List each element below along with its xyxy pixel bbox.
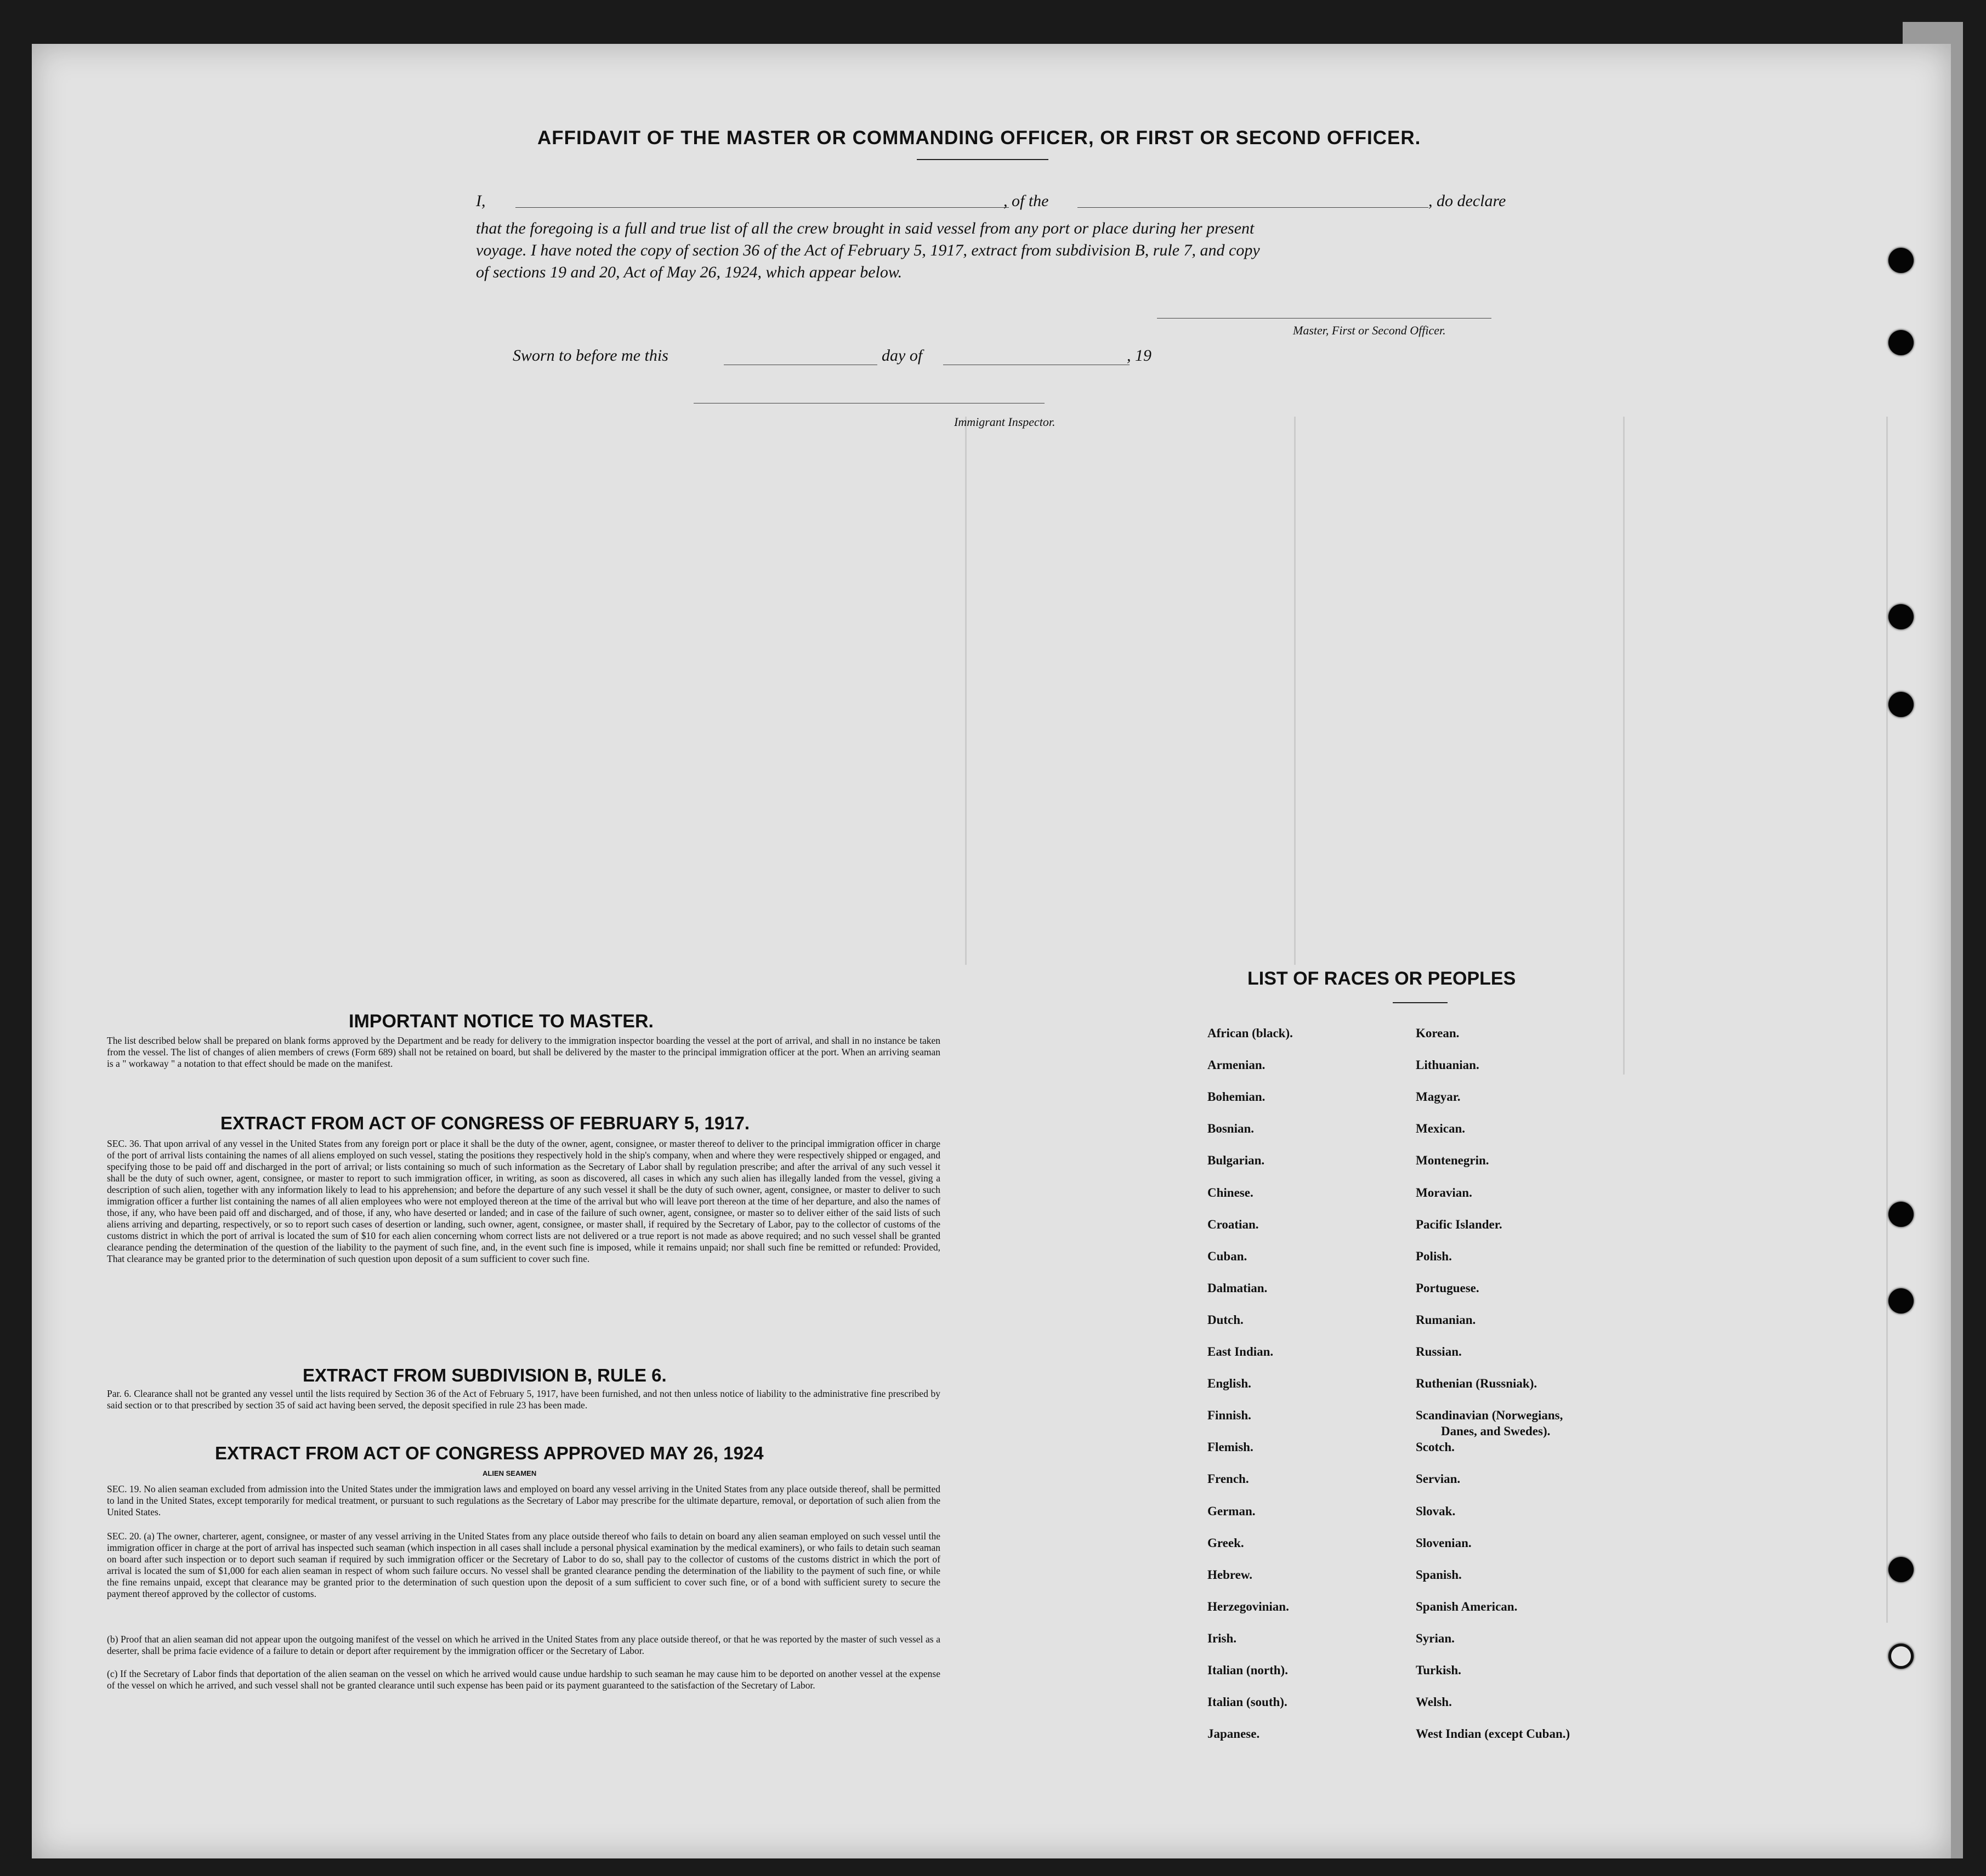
- punch-hole: [1888, 248, 1914, 273]
- affidavit-body-line3: of sections 19 and 20, Act of May 26, 1924, which appear below.: [476, 263, 903, 281]
- extract-1924-sec19: SEC. 19. No alien seaman excluded from admission into the United States under the immigration laws and employed on board any vessel arriving in the United States from any place outside thereof, shall be permitted to land in the United States, except temporarily for medical treatment, or pursuant to such regulations as the Secretary of Labor may prescribe for the ultimate departure, removal, or deportation of such alien from the United States.: [107, 1483, 940, 1517]
- title-underline: [917, 159, 1048, 160]
- race-item: Spanish American.: [1416, 1599, 1518, 1613]
- do-declare-label: , do declare: [1428, 192, 1506, 210]
- race-item: Italian (south).: [1207, 1695, 1287, 1709]
- extract-1917-text: SEC. 36. That upon arrival of any vessel in the United States from any foreign port or place it shall be the duty of the owner, agent, consignee, or master thereof to deliver to the principal immigration officer in charge of the port of arrival lists containing the names of all aliens employed on such vessel, stating the positions they respectively hold in the ship's company, when and where they were respectively shipped or engaged, and specifying those to be paid off and discharged in the port of arrival; or lists containing so much of such information as the Secretary of Labor shall by regulation prescribe; and after the arrival of any such vessel it shall be the duty of such owner, agent, consignee, or master to report to such immigration officer, in writing, as soon as discovered, all cases in which any such alien has illegally landed from the vessel, giving a description of such alien, together with any information likely to lead to his apprehension; and before the departure of any such vessel it shall be the duty of such owner, agent, consignee, or master to deliver to such immigration officer a further list containing the names of all alien employees who were not employed thereon at the time of the arrival but who will leave port thereon at the time of her departure, and also the names of those, if any, who have been paid off and discharged, and of those, if any, who have deserted or landed; and in case of the failure of such owner, agent, consignee, or master so to deliver either of the said lists of such aliens arriving and departing, respectively, or so to report such cases of desertion or landing, such owner, agent, consignee, or master shall, if required by the Secretary of Labor, pay to the collector of customs of the customs district in which the port of arrival is located the sum of $10 for each alien concerning whom correct lists are not delivered or a true report is not made as above required; and no such vessel shall be granted clearance pending the determination of the question of the liability to the payment of such fine, and, in the event such fine is imposed, while it remains unpaid; nor shall such fine be remitted or refunded: Provided, That clearance may be granted prior to the determination of such question upon deposit of a sum sufficient to cover such fine.: [107, 1138, 940, 1264]
- race-item: German.: [1207, 1504, 1256, 1518]
- race-item: Chinese.: [1207, 1185, 1253, 1199]
- race-item-continuation: Danes, and Swedes).: [1441, 1424, 1551, 1439]
- extract-1917-title: EXTRACT FROM ACT OF CONGRESS OF FEBRUARY 5, 1917.: [220, 1113, 750, 1133]
- race-item: East Indian.: [1207, 1345, 1274, 1358]
- race-item: Japanese.: [1207, 1727, 1260, 1741]
- race-item: Scandinavian (Norwegians,: [1416, 1408, 1563, 1423]
- extract-rule6-text: Par. 6. Clearance shall not be granted any vessel until the lists required by Section 36 of the Act of February 5, 1917, have been furnished, and not then unless notice of liability to the administrative fine prescribed by said section or to that prescribed by section 35 of said act having been served, the deposit specified in rule 23 has been made.: [107, 1388, 940, 1411]
- punch-hole: [1888, 692, 1914, 717]
- race-item: Bosnian.: [1207, 1122, 1255, 1136]
- name-blank: [515, 207, 1009, 208]
- race-item: Cuban.: [1207, 1249, 1247, 1263]
- extract-1924-subtitle: ALIEN SEAMEN: [483, 1469, 537, 1477]
- punch-hole: [1888, 1557, 1914, 1582]
- signature-line: [1157, 318, 1491, 319]
- race-item: Syrian.: [1416, 1631, 1455, 1645]
- race-item: Pacific Islander.: [1416, 1217, 1502, 1231]
- race-item: West Indian (except Cuban.): [1416, 1727, 1570, 1741]
- notice-title: IMPORTANT NOTICE TO MASTER.: [349, 1011, 654, 1032]
- race-item: Polish.: [1416, 1249, 1452, 1263]
- inspector-caption: Immigrant Inspector.: [954, 415, 1056, 429]
- race-item: Greek.: [1207, 1536, 1244, 1550]
- race-item: Flemish.: [1207, 1440, 1253, 1454]
- affidavit-body-line1: that the foregoing is a full and true list of all the crew brought in said vessel from any port or place during her present: [476, 219, 1255, 237]
- race-item: Welsh.: [1416, 1695, 1452, 1709]
- race-item: Croatian.: [1207, 1217, 1259, 1231]
- punch-hole: [1888, 1288, 1914, 1314]
- race-item: Ruthenian (Russniak).: [1416, 1377, 1537, 1391]
- of-the-label: , of the: [1003, 192, 1049, 210]
- day-of-label: day of: [882, 346, 923, 365]
- race-item: Bohemian.: [1207, 1090, 1266, 1104]
- races-title: LIST OF RACES OR PEOPLES: [1247, 968, 1516, 989]
- race-item: Bulgarian.: [1207, 1153, 1265, 1168]
- vessel-blank: [1077, 207, 1428, 208]
- race-item: English.: [1207, 1377, 1251, 1391]
- race-item: Spanish.: [1416, 1567, 1462, 1582]
- race-item: French.: [1207, 1472, 1249, 1486]
- race-item: Italian (north).: [1207, 1663, 1288, 1677]
- race-item: Scotch.: [1416, 1440, 1455, 1454]
- races-title-underline: [1393, 1002, 1448, 1003]
- affidavit-body-line2: voyage. I have noted the copy of section 36 of the Act of February 5, 1917, extract from subdivision B, rule 7, and copy: [476, 241, 1260, 259]
- race-item: Slovenian.: [1416, 1536, 1472, 1550]
- race-item: Portuguese.: [1416, 1281, 1479, 1295]
- extract-rule6-title: EXTRACT FROM SUBDIVISION B, RULE 6.: [303, 1365, 667, 1385]
- race-item: Montenegrin.: [1416, 1153, 1489, 1168]
- race-item: African (black).: [1207, 1026, 1293, 1040]
- i-label: I,: [476, 192, 486, 210]
- race-item: Magyar.: [1416, 1090, 1461, 1104]
- race-item: Finnish.: [1207, 1408, 1251, 1423]
- notice-text: The list described below shall be prepared on blank forms approved by the Department and be ready for delivery to the immigration inspector boarding the vessel at the port of arrival, and shall in no instance be taken from the vessel. The list of changes of alien members of crews (Form 689) shall not be retained on board, but shall be delivered by the master to the principal immigration officer at the port. When an arriving seaman is a " workaway " a notation to that effect should be made on the manifest.: [107, 1035, 940, 1069]
- punch-hole: [1888, 330, 1914, 355]
- race-item: Hebrew.: [1207, 1567, 1252, 1582]
- race-item: Armenian.: [1207, 1058, 1266, 1072]
- punch-hole: [1888, 604, 1914, 629]
- race-item: Irish.: [1207, 1631, 1237, 1645]
- race-item: Moravian.: [1416, 1185, 1472, 1199]
- race-item: Mexican.: [1416, 1122, 1466, 1136]
- race-item: Dutch.: [1207, 1312, 1244, 1327]
- race-item: Slovak.: [1416, 1504, 1456, 1518]
- race-item: Rumanian.: [1416, 1312, 1476, 1327]
- extract-1924-sec20c: (c) If the Secretary of Labor finds that deportation of the alien seaman on the vessel on which he arrived would cause undue hardship to such seaman he may cause him to be deported on another vessel at the expense of the vessel on which he arrived, and such vessel shall not be granted clearance until such expense has been paid or its payment guaranteed to the satisfaction of the Secretary of Labor.: [107, 1668, 940, 1691]
- race-item: Herzegovinian.: [1207, 1599, 1289, 1613]
- race-item: Lithuanian.: [1416, 1058, 1479, 1072]
- race-item: Russian.: [1416, 1345, 1462, 1358]
- punch-hole: [1888, 1202, 1914, 1227]
- punch-hole: [1888, 1644, 1914, 1669]
- race-item: Korean.: [1416, 1026, 1460, 1040]
- affidavit-title: AFFIDAVIT OF THE MASTER OR COMMANDING OFFICER, OR FIRST OR SECOND OFFICER.: [537, 127, 1421, 149]
- sworn-label: Sworn to before me this: [513, 346, 668, 365]
- signature-caption: Master, First or Second Officer.: [1293, 323, 1446, 337]
- race-item: Turkish.: [1416, 1663, 1461, 1677]
- race-item: Servian.: [1416, 1472, 1461, 1486]
- year-label: , 19: [1127, 346, 1151, 365]
- race-item: Dalmatian.: [1207, 1281, 1268, 1295]
- extract-1924-title: EXTRACT FROM ACT OF CONGRESS APPROVED MAY 26, 1924: [215, 1443, 764, 1463]
- extract-1924-sec20b: (b) Proof that an alien seaman did not appear upon the outgoing manifest of the vessel on which he arrived in the United States from any place outside thereof, or that he was reported by the master of such vessel as a deserter, shall be prima facie evidence of a failure to detain or deport after requirement by the immigration officer or the Secretary of Labor.: [107, 1634, 940, 1656]
- extract-1924-sec20a: SEC. 20. (a) The owner, charterer, agent, consignee, or master of any vessel arriving in the United States from any place outside thereof who fails to detain on board any alien seaman employed on such vessel until the immigration officer in charge at the port of arrival has inspected such seaman (which inspection in all cases shall include a personal physical examination by the medical examiners), or who fails to detain such seaman on board after such inspection or to deport such seaman if required by such immigration officer or the Secretary of Labor to do so, shall pay to the collector of customs of the customs district in which the port of arrival is located the sum of $1,000 for each alien seaman in respect of whom such failure occurs. No vessel shall be granted clearance pending the determination of the liability to the payment of such fine, or while the fine remains unpaid, except that clearance may be granted prior to the determination of such question upon the deposit of a sum sufficient to cover such fine, or of a bond with sufficient surety to secure the payment thereof approved by the collector of customs.: [107, 1531, 940, 1599]
